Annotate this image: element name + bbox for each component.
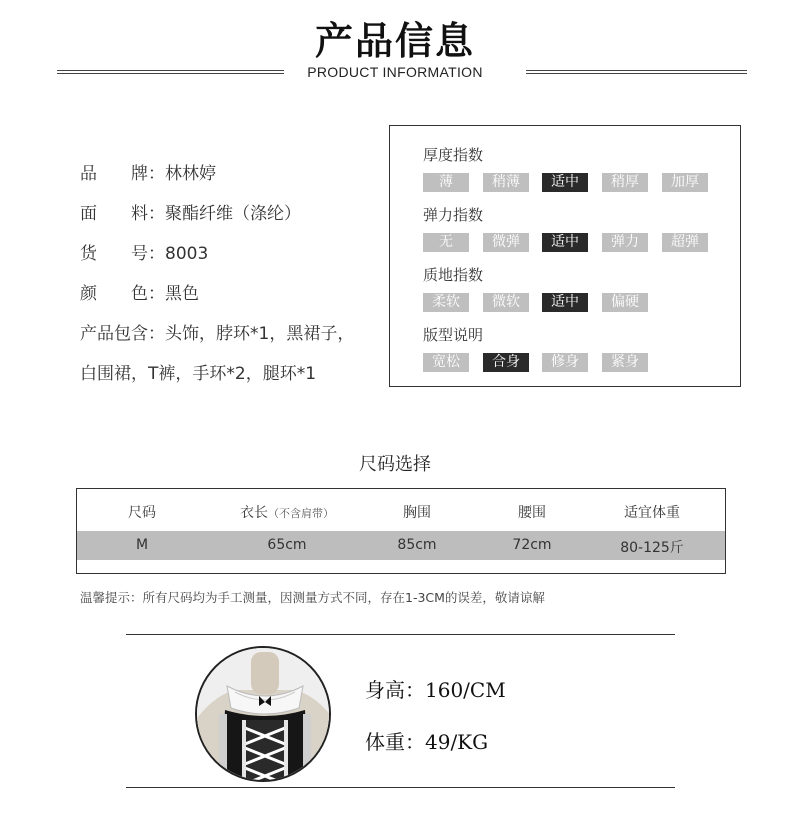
texture-option-selected: 适中 bbox=[542, 293, 588, 312]
detail-fabric: 面料：聚酯纤维（涤纶） bbox=[80, 204, 301, 224]
elasticity-option: 无 bbox=[423, 233, 469, 252]
detail-brand: 品牌：林林婷 bbox=[80, 164, 216, 184]
model-divider-top bbox=[126, 634, 675, 635]
detail-value: 8003 bbox=[165, 244, 209, 264]
thickness-option: 稍薄 bbox=[483, 173, 529, 192]
measurement-note: 温馨提示：所有尺码均为手工测量，因测量方式不同，存在1-3CM的误差，敬请谅解 bbox=[80, 590, 545, 605]
elasticity-option: 微弹 bbox=[483, 233, 529, 252]
model-divider-bottom bbox=[126, 787, 675, 788]
package-line-2: 白围裙，T裤，手环*2，腿环*1 bbox=[80, 364, 317, 384]
size-table bbox=[76, 488, 726, 574]
fit-option: 紧身 bbox=[602, 353, 648, 372]
model-photo bbox=[195, 646, 331, 782]
fit-option: 修身 bbox=[542, 353, 588, 372]
texture-option: 偏硬 bbox=[602, 293, 648, 312]
texture-option: 柔软 bbox=[423, 293, 469, 312]
size-section-title: 尺码选择 bbox=[359, 454, 431, 475]
thickness-option: 薄 bbox=[423, 173, 469, 192]
index-title-thickness: 厚度指数 bbox=[423, 146, 484, 164]
detail-color: 颜色：黑色 bbox=[80, 284, 199, 304]
size-row bbox=[77, 531, 725, 560]
size-header-weight: 适宜体重 bbox=[624, 505, 680, 521]
package-line-1: 头饰，脖环*1，黑裙子， bbox=[165, 324, 355, 344]
elasticity-option-selected: 适中 bbox=[542, 233, 588, 252]
thickness-option: 稍厚 bbox=[602, 173, 648, 192]
size-header-length-label: 衣长 bbox=[240, 505, 268, 521]
detail-item-number: 货号：8003 bbox=[80, 244, 209, 264]
index-title-elasticity: 弹力指数 bbox=[423, 206, 484, 224]
detail-label: 颜色 bbox=[80, 284, 148, 304]
detail-label: 面料 bbox=[80, 204, 148, 224]
detail-label: 品牌 bbox=[80, 164, 148, 184]
model-illustration bbox=[197, 648, 331, 782]
index-title-fit: 版型说明 bbox=[423, 326, 484, 344]
header-divider-right bbox=[526, 70, 747, 74]
size-header-length bbox=[207, 502, 367, 522]
size-header-size: 尺码 bbox=[128, 505, 156, 521]
fit-option-selected: 合身 bbox=[483, 353, 529, 372]
size-cell-size: M bbox=[135, 537, 149, 553]
size-cell-weight: 80-125斤 bbox=[620, 540, 684, 556]
model-height: 身高：160/CM bbox=[365, 678, 506, 702]
size-header-bust: 胸围 bbox=[403, 505, 431, 521]
detail-label: 货号 bbox=[80, 244, 148, 264]
size-cell-waist: 72cm bbox=[512, 537, 552, 553]
model-weight: 体重：49/KG bbox=[365, 730, 489, 754]
fit-option: 宽松 bbox=[423, 353, 469, 372]
size-cell-bust: 85cm bbox=[397, 537, 437, 553]
size-header-waist: 腰围 bbox=[518, 505, 546, 521]
page-subtitle: PRODUCT INFORMATION bbox=[307, 64, 483, 80]
elasticity-option: 超弹 bbox=[662, 233, 708, 252]
elasticity-option: 弹力 bbox=[602, 233, 648, 252]
detail-package-cont bbox=[80, 363, 316, 385]
thickness-option: 加厚 bbox=[662, 173, 708, 192]
texture-option: 微软 bbox=[483, 293, 529, 312]
detail-package bbox=[80, 323, 354, 345]
size-cell-length: 65cm bbox=[267, 537, 307, 553]
index-title-texture: 质地指数 bbox=[423, 266, 484, 284]
fabric-index-panel bbox=[389, 125, 741, 387]
page-title: 产品信息 bbox=[314, 18, 475, 63]
detail-value: 黑色 bbox=[165, 284, 199, 304]
package-label: 产品包含： bbox=[80, 324, 165, 344]
thickness-option-selected: 适中 bbox=[542, 173, 588, 192]
detail-value: 聚酯纤维（涤纶） bbox=[165, 204, 301, 224]
detail-value: 林林婷 bbox=[165, 164, 216, 184]
size-header-length-note: （不含肩带） bbox=[268, 507, 334, 520]
